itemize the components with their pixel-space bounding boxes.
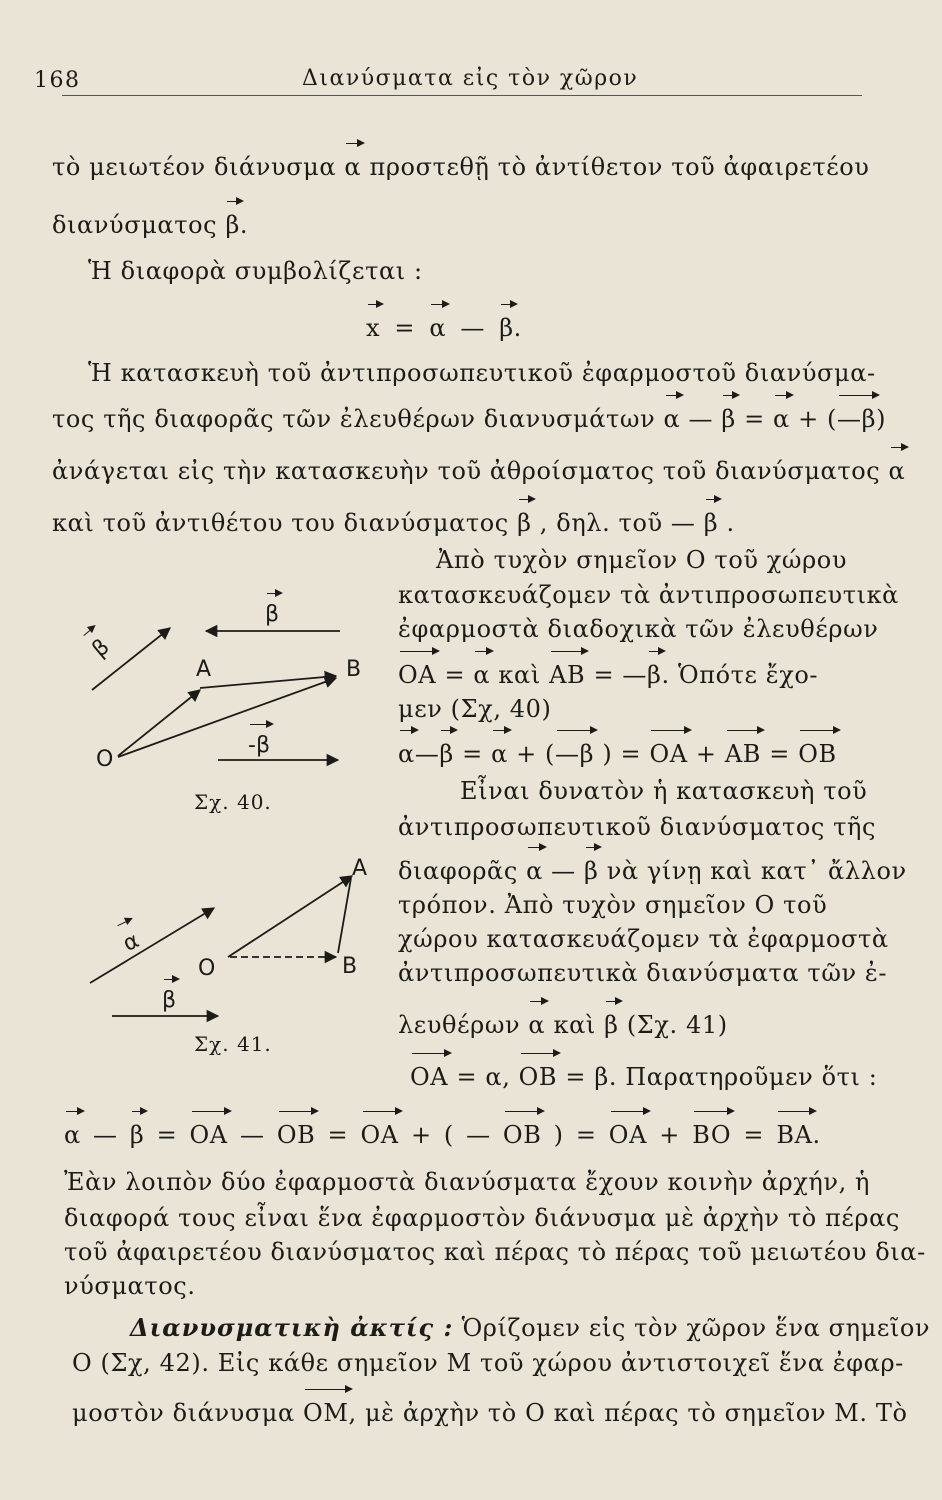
text: . Ὁπότε ἔχο- (661, 661, 819, 689)
text-line-r5: μεν (Σχ, 40) (398, 695, 552, 723)
text: + (647, 1121, 693, 1149)
text: — (542, 857, 584, 885)
text: — (227, 1121, 277, 1149)
vector-alpha: α (398, 740, 415, 768)
vector-OM: OM (303, 1399, 349, 1427)
vector-beta: β (647, 661, 662, 689)
text: . (718, 509, 735, 537)
text-line-r7: Εἶναι δυνατὸν ἡ κατασκευὴ τοῦ (460, 777, 868, 805)
vector-beta: β (225, 211, 240, 239)
vector-alpha: α (663, 405, 681, 433)
fig40-caption: Σχ. 40. (194, 790, 272, 814)
text: λευθέρων (398, 1011, 529, 1039)
text: + (687, 740, 725, 768)
vector-alpha: α (429, 314, 447, 342)
label: α (119, 928, 144, 957)
text: τὸ μειωτέον διάνυσμα (52, 153, 345, 181)
text: (Σχ. 41) (618, 1011, 728, 1039)
vector-OA: OA (360, 1121, 399, 1149)
text-line-5: Ἡ κατασκευὴ τοῦ ἀντιπροσωπευτικοῦ ἐφαρμοστοῦ διανύσμα- (88, 359, 876, 387)
text: — (80, 1121, 130, 1149)
vector-OA: OA (608, 1121, 648, 1149)
text: ) (876, 405, 887, 433)
fig41-caption: Σχ. 41. (194, 1032, 272, 1056)
section-title: Διανυσματικὴ ἀκτίς : (130, 1313, 454, 1342)
vector-OB: OB (276, 1121, 316, 1149)
vector-alpha: α (64, 1121, 81, 1149)
text: + ( — (398, 1121, 503, 1149)
text: καὶ (490, 661, 550, 689)
text-line-p2: διαφορά τους εἶναι ἕνα ἐφαρμοστὸν διάνυσμα μὲ ἀρχὴν τὸ πέρας (64, 1204, 900, 1232)
vector-AB: AB (549, 661, 586, 689)
label: β (87, 634, 115, 663)
vector-beta: β (721, 405, 736, 433)
text-line-p3: τοῦ ἀφαιρετέου διανύσματος καὶ πέρας τὸ πέρας τοῦ μειωτέου δια- (64, 1238, 926, 1266)
text-line-p4: νύσματος. (64, 1272, 196, 1300)
page-number: 168 (34, 68, 81, 93)
text: διαφορᾶς (398, 857, 527, 885)
text: = (453, 740, 492, 768)
text: = (315, 1121, 361, 1149)
figure-40 (92, 628, 340, 760)
text: + ( (507, 740, 556, 768)
vector-BA: BA (776, 1121, 813, 1149)
vector-OB: OB (518, 1063, 558, 1091)
label: β (265, 602, 280, 627)
text-line-r11: χώρου κατασκευάζομεν τὰ ἐφαρμοστὰ (398, 925, 889, 953)
text-line-r1: Ἀπὸ τυχὸν σημεῖον O τοῦ χώρου (436, 546, 848, 574)
vector-alpha: α (344, 153, 362, 181)
vector-OA: OA (410, 1063, 449, 1091)
fig41-OA-vector (228, 876, 352, 957)
text-line-r2: κατασκευάζομεν τὰ ἀντιπροσωπευτικὰ (398, 581, 899, 609)
fig40-label-neg-beta (248, 733, 270, 758)
fig41-label-beta (162, 988, 176, 1013)
text-line-p1: Ἐὰν λοιπὸν δύο ἐφαρμοστὰ διανύσματα ἔχουν κοινὴν ἀρχήν, ἡ (64, 1168, 871, 1196)
text: = — (585, 661, 648, 689)
vector-neg-beta: —β (836, 405, 877, 433)
vector-beta: β (439, 740, 454, 768)
text-line-r12: ἀντιπροσωπευτικὰ διανύσματα τῶν ἐ- (398, 959, 888, 987)
text: = (731, 1121, 777, 1149)
text: — (446, 314, 500, 342)
vector-beta: β (499, 314, 514, 342)
text-line-r8: ἀντιπροσωπευτικοῦ διανύσματος τῆς (398, 813, 877, 841)
text: = (436, 661, 474, 689)
vector-beta: β (604, 1011, 619, 1039)
vector-OA: OA (398, 661, 437, 689)
vector-alpha: α (526, 857, 543, 885)
label: -β (248, 733, 270, 758)
vector-BO: BO (692, 1121, 732, 1149)
text: — (414, 740, 440, 768)
text: Ὁρίζομεν εἰς τὸν χῶρον ἕνα σημεῖον (453, 1314, 931, 1342)
text: ἀνάγεται εἰς τὴν κατασκευὴν τοῦ ἀθροίσματος τοῦ διανύσματος (52, 457, 889, 485)
vector-neg-beta: —β (555, 740, 595, 768)
text: τος τῆς διαφορᾶς τῶν ἐλευθέρων διανυσμάτων (52, 405, 664, 433)
vector-OB: OB (502, 1121, 542, 1149)
fig41-label-A: A (352, 856, 368, 881)
text-line-r3: ἐφαρμοστὰ διαδοχικὰ τῶν ἐλευθέρων (398, 615, 879, 643)
fig40-label-beta (265, 602, 279, 627)
text-line-q2: O (Σχ, 42). Εἰς κάθε σημεῖον M τοῦ χώρου ἀντιστοιχεῖ ἕνα ἐφαρ- (72, 1349, 904, 1377)
text: . (812, 1121, 821, 1149)
vector-beta: β (703, 509, 719, 537)
fig40-label-B: B (346, 657, 362, 682)
text: , μὲ ἀρχὴν τὸ O καὶ πέρας τὸ σημεῖον M. Τὸ (348, 1399, 908, 1427)
fig40-OB-vector (118, 678, 336, 757)
text: προστεθῇ τὸ ἀντίθετον τοῦ ἀφαιρετέου (361, 153, 870, 181)
vector-beta: β (517, 509, 532, 537)
fig41-alpha-free-vector (90, 908, 214, 983)
text: καὶ (545, 1011, 605, 1039)
text: , δηλ. τοῦ — (531, 509, 704, 537)
text: διανύσματος (52, 211, 226, 239)
vector-alpha: α (528, 1011, 546, 1039)
text: = (735, 405, 774, 433)
text: καὶ τοῦ ἀντιθέτου του διανύσματος (52, 509, 518, 537)
vector-OB: OB (798, 740, 837, 768)
vector-beta: β (129, 1121, 145, 1149)
text: μοστὸν διάνυσμα (72, 1399, 304, 1427)
vector-alpha: α (491, 740, 508, 768)
text: = β. Παρατηροῦμεν ὅτι : (557, 1063, 878, 1091)
text: = α, (448, 1063, 519, 1091)
text: ) = (541, 1121, 609, 1149)
label: β (162, 988, 177, 1013)
text-line-3: Ἡ διαφορὰ συμβολίζεται : (88, 257, 423, 285)
text: — (680, 405, 722, 433)
text: ) = (594, 740, 650, 768)
fig40-OA-vector (118, 690, 200, 756)
vector-x: x (366, 314, 381, 342)
fig41-label-B: B (342, 954, 358, 979)
text: νὰ γίνῃ καὶ κατ᾽ ἄλλον (598, 857, 907, 885)
fig40-label-O: O (96, 747, 114, 772)
text: . (239, 211, 249, 239)
vector-beta: β (583, 857, 599, 885)
text: = (380, 314, 430, 342)
fig41-BA-segment (338, 878, 351, 953)
text-line-r10: τρόπον. Ἀπὸ τυχὸν σημεῖον O τοῦ (398, 891, 828, 919)
text: = (761, 740, 799, 768)
fig40-label-A: A (196, 657, 212, 682)
vector-OA: OA (189, 1121, 228, 1149)
vector-OA: OA (649, 740, 688, 768)
vector-alpha: α (773, 405, 790, 433)
vector-alpha: α (888, 457, 906, 485)
text: = (144, 1121, 190, 1149)
vector-AB: AB (724, 740, 762, 768)
fig41-label-O: O (198, 956, 216, 981)
running-title: Διανύσματα εἰς τὸν χῶρον (302, 66, 639, 91)
text: + ( (789, 405, 837, 433)
text: . (513, 314, 522, 342)
vector-alpha: α (473, 661, 491, 689)
